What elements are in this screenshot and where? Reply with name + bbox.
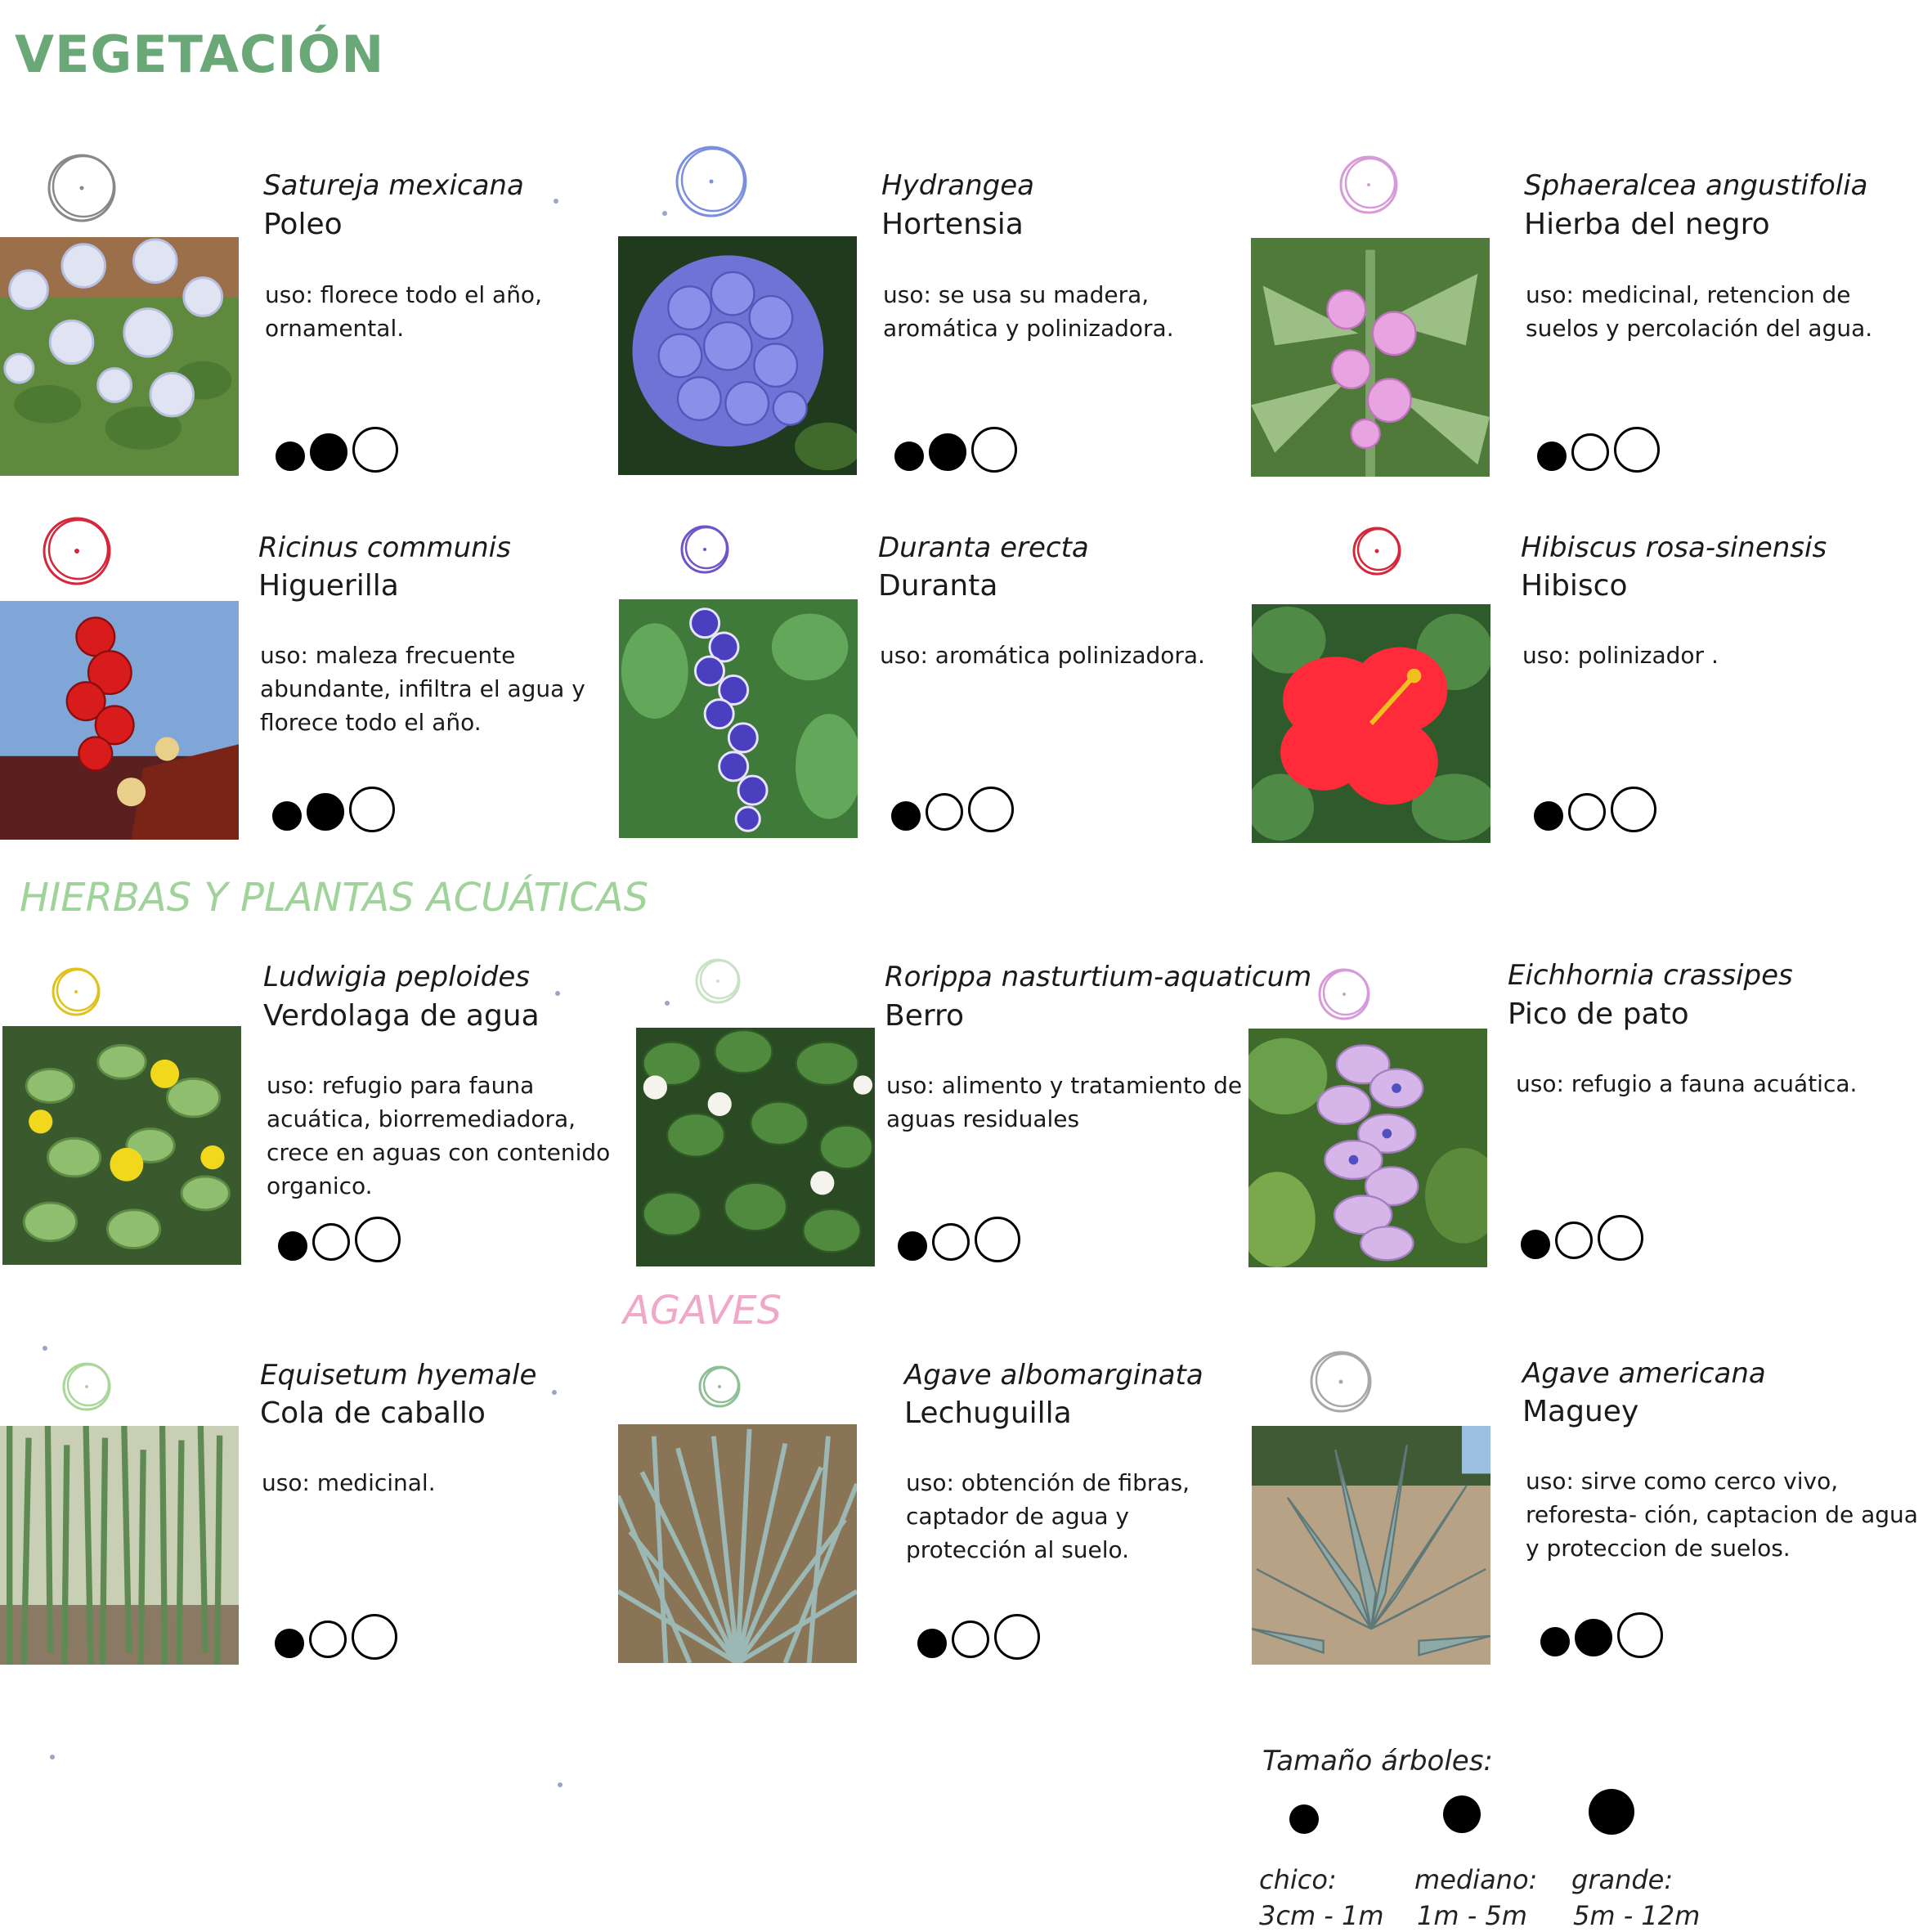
plant-common-name: Hortensia bbox=[881, 208, 1024, 241]
plant-symbol-icon bbox=[667, 512, 742, 587]
size-dot-grande bbox=[1611, 787, 1656, 832]
size-indicator bbox=[276, 427, 406, 477]
plant-use: uso: se usa su madera, aromática y polinizadora. bbox=[883, 281, 1174, 342]
plant-scientific-name: Hibiscus rosa-sinensis bbox=[1521, 531, 1827, 564]
legend-range-mediano: 1m - 5m bbox=[1417, 1900, 1527, 1931]
size-dot-grande bbox=[355, 1217, 401, 1262]
size-dot-mediano bbox=[926, 793, 963, 831]
plant-symbol-icon bbox=[1303, 1344, 1378, 1419]
plant-use: uso: medicinal. bbox=[262, 1469, 436, 1496]
plant-use: uso: maleza frecuente abundante, infiltra el agua y florece todo el año. bbox=[260, 642, 585, 736]
size-dot-mediano bbox=[1555, 1222, 1593, 1259]
plant-scientific-name: Duranta erecta bbox=[878, 531, 1089, 564]
plant-symbol-icon bbox=[1307, 957, 1382, 1032]
plant-use: uso: sirve como cerco vivo, reforesta- ción, captacion de agua y proteccion de suelos. bbox=[1526, 1468, 1918, 1562]
decorative-dot bbox=[558, 1782, 563, 1787]
size-indicator bbox=[275, 1614, 406, 1665]
plant-photo bbox=[2, 1026, 241, 1265]
plant-symbol-icon bbox=[49, 1349, 124, 1424]
size-dot-chico bbox=[917, 1629, 947, 1658]
plant-symbol-icon bbox=[38, 954, 114, 1029]
legend-dot-grande bbox=[1589, 1789, 1634, 1835]
size-dot-grande bbox=[349, 787, 395, 832]
decorative-dot bbox=[554, 199, 558, 204]
legend-label-mediano: mediano: bbox=[1414, 1864, 1538, 1895]
size-dot-grande bbox=[975, 1217, 1020, 1262]
decorative-dot bbox=[665, 1001, 670, 1006]
plant-scientific-name: Satureja mexicana bbox=[263, 169, 524, 202]
plant-photo bbox=[618, 1424, 857, 1663]
plant-common-name: Maguey bbox=[1522, 1395, 1639, 1428]
size-indicator bbox=[1521, 1215, 1652, 1266]
size-indicator bbox=[1537, 427, 1668, 477]
plant-common-name: Berro bbox=[885, 999, 965, 1033]
size-dot-chico bbox=[278, 1231, 307, 1261]
size-dot-chico bbox=[275, 1629, 304, 1658]
plant-use: uso: medicinal, retencion de suelos y percolación del agua. bbox=[1526, 281, 1873, 342]
plant-scientific-name: Rorippa nasturtium-aquaticum bbox=[885, 961, 1312, 993]
plant-scientific-name: Ludwigia peploides bbox=[263, 961, 530, 993]
plant-photo bbox=[619, 599, 858, 838]
plant-scientific-name: Sphaeralcea angustifolia bbox=[1524, 169, 1868, 202]
plant-common-name: Hierba del negro bbox=[1524, 208, 1770, 241]
size-dot-grande bbox=[352, 1614, 397, 1660]
size-indicator bbox=[1534, 787, 1665, 837]
size-dot-mediano bbox=[309, 1620, 347, 1658]
plant-common-name: Verdolaga de agua bbox=[263, 999, 540, 1033]
plant-symbol-icon bbox=[674, 144, 749, 219]
size-dot-mediano bbox=[952, 1620, 989, 1658]
size-dot-chico bbox=[1537, 442, 1567, 471]
decorative-dot bbox=[50, 1755, 55, 1759]
size-dot-grande bbox=[1614, 427, 1660, 473]
size-indicator bbox=[891, 787, 1022, 837]
size-dot-chico bbox=[272, 801, 302, 831]
decorative-dot bbox=[43, 1346, 47, 1351]
size-dot-chico bbox=[276, 442, 305, 471]
plant-photo bbox=[618, 236, 857, 475]
decorative-dot bbox=[662, 211, 667, 216]
size-dot-mediano bbox=[1575, 1619, 1612, 1656]
plant-scientific-name: Ricinus communis bbox=[258, 531, 511, 564]
size-dot-grande bbox=[994, 1614, 1040, 1660]
decorative-dot bbox=[552, 1390, 557, 1395]
size-indicator bbox=[917, 1614, 1048, 1665]
size-indicator bbox=[894, 427, 1025, 477]
plant-photo bbox=[0, 237, 239, 476]
decorative-dot bbox=[555, 991, 560, 996]
plant-common-name: Hibisco bbox=[1521, 569, 1628, 603]
size-dot-chico bbox=[891, 801, 921, 831]
plant-symbol-icon bbox=[39, 513, 114, 589]
plant-symbol-icon bbox=[680, 944, 755, 1019]
size-dot-grande bbox=[352, 427, 398, 473]
plant-common-name: Higuerilla bbox=[258, 569, 399, 603]
size-dot-mediano bbox=[1568, 793, 1606, 831]
plant-photo bbox=[636, 1028, 875, 1266]
plant-photo bbox=[1248, 1029, 1487, 1267]
legend-dot-mediano bbox=[1443, 1795, 1481, 1833]
plant-photo bbox=[1252, 604, 1490, 843]
legend-dot-chico bbox=[1289, 1804, 1319, 1834]
size-dot-mediano bbox=[929, 433, 966, 471]
plant-symbol-icon bbox=[682, 1349, 757, 1424]
plant-scientific-name: Equisetum hyemale bbox=[260, 1359, 537, 1392]
plant-scientific-name: Agave albomarginata bbox=[904, 1359, 1204, 1392]
size-dot-mediano bbox=[1571, 433, 1609, 471]
size-dot-grande bbox=[1598, 1215, 1643, 1261]
size-dot-chico bbox=[1521, 1230, 1550, 1259]
size-dot-mediano bbox=[312, 1223, 350, 1261]
size-indicator bbox=[272, 787, 403, 837]
size-dot-grande bbox=[971, 427, 1017, 473]
plant-common-name: Poleo bbox=[263, 208, 343, 241]
plant-common-name: Lechuguilla bbox=[904, 1396, 1072, 1430]
plant-symbol-icon bbox=[44, 150, 119, 226]
size-dot-chico bbox=[1540, 1627, 1570, 1656]
plant-photo bbox=[0, 1426, 239, 1665]
plant-symbol-icon bbox=[1331, 147, 1406, 222]
plant-use: uso: polinizador . bbox=[1522, 642, 1719, 669]
size-dot-mediano bbox=[932, 1223, 970, 1261]
legend-range-grande: 5m - 12m bbox=[1573, 1900, 1701, 1931]
plant-scientific-name: Agave americana bbox=[1522, 1357, 1766, 1390]
plant-common-name: Cola de caballo bbox=[260, 1396, 486, 1430]
plant-use: uso: florece todo el año, ornamental. bbox=[265, 281, 542, 342]
plant-symbol-icon bbox=[1339, 513, 1414, 589]
legend-title: Tamaño árboles: bbox=[1262, 1745, 1493, 1777]
plant-use: uso: obtención de fibras, captador de agua y protección al suelo. bbox=[906, 1469, 1190, 1563]
size-dot-chico bbox=[894, 442, 924, 471]
size-dot-grande bbox=[968, 787, 1014, 832]
plant-use: uso: refugio a fauna acuática. bbox=[1516, 1070, 1858, 1097]
size-dot-mediano bbox=[310, 433, 347, 471]
plant-photo bbox=[1252, 1426, 1490, 1665]
plant-common-name: Duranta bbox=[878, 569, 998, 603]
heading-hierbas: HIERBAS Y PLANTAS ACUÁTICAS bbox=[20, 875, 649, 921]
size-dot-grande bbox=[1617, 1612, 1663, 1658]
plant-common-name: Pico de pato bbox=[1508, 997, 1689, 1031]
plant-photo bbox=[0, 601, 239, 840]
size-indicator bbox=[898, 1217, 1029, 1267]
plant-use: uso: refugio para fauna acuática, biorremediadora, crece en aguas con contenido organico. bbox=[267, 1072, 611, 1199]
size-dot-chico bbox=[898, 1231, 927, 1261]
heading-agaves: AGAVES bbox=[623, 1288, 782, 1334]
plant-scientific-name: Hydrangea bbox=[881, 169, 1034, 202]
size-dot-chico bbox=[1534, 801, 1563, 831]
legend-label-chico: chico: bbox=[1259, 1864, 1337, 1895]
size-indicator bbox=[1540, 1612, 1671, 1663]
legend-label-grande: grande: bbox=[1571, 1864, 1674, 1895]
heading-vegetacion: VEGETACIÓN bbox=[15, 25, 385, 84]
size-indicator bbox=[278, 1217, 409, 1267]
legend-range-chico: 3cm - 1m bbox=[1259, 1900, 1384, 1931]
plant-use: uso: aromática polinizadora. bbox=[880, 642, 1205, 669]
size-dot-mediano bbox=[307, 793, 344, 831]
plant-scientific-name: Eichhornia crassipes bbox=[1508, 959, 1793, 992]
plant-use: uso: alimento y tratamiento de aguas residuales bbox=[886, 1072, 1243, 1132]
plant-photo bbox=[1251, 238, 1490, 477]
